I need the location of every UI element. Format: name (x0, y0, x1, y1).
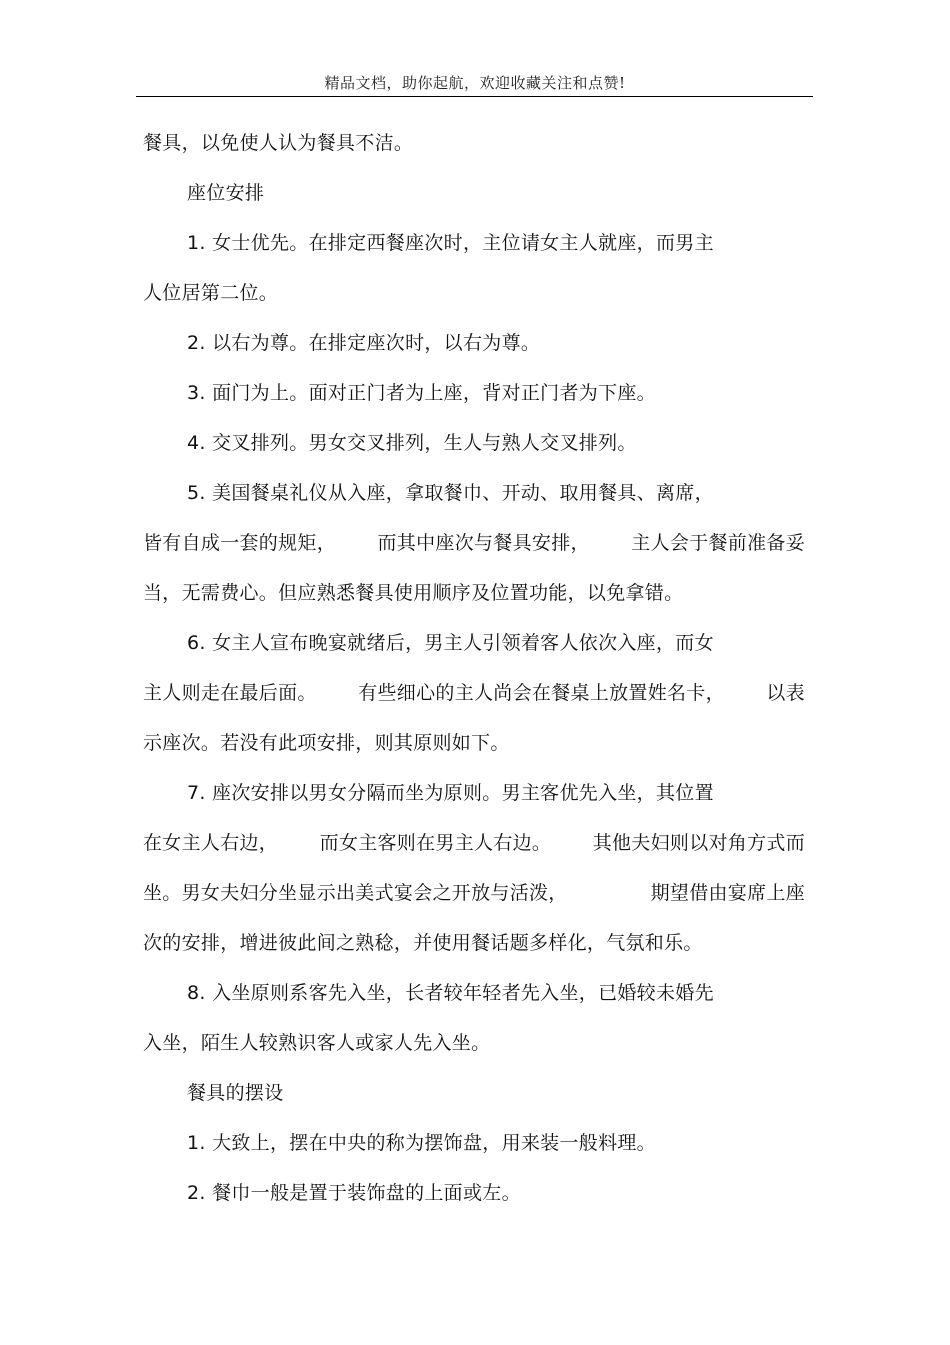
header-divider (136, 96, 813, 97)
body-line: 2. 以右为尊。在排定座次时，以右为尊。 (187, 332, 541, 354)
body-line: 当，无需费心。但应熟悉餐具使用顺序及位置功能，以免拿错。 (143, 582, 684, 604)
body-line (143, 831, 805, 855)
body-line: 示座次。若没有此项安排，则其原则如下。 (143, 732, 510, 754)
body-line: 4. 交叉排列。男女交叉排列，生人与熟人交叉排列。 (187, 432, 637, 454)
body-line: 次的安排，增进彼此间之熟稔，并使用餐话题多样化，气氛和乐。 (143, 932, 703, 954)
text-segment: 其他夫妇则以对角方式而 (592, 832, 805, 854)
text-segment: 主人会于餐前准备妥 (631, 532, 805, 554)
body-line: 餐具，以免使人认为餐具不洁。 (143, 132, 414, 154)
text-segment: 坐。男女夫妇分坐显示出美式宴会之开放与活泼， (143, 882, 568, 904)
body-line: 入坐，陌生人较熟识客人或家人先入坐。 (143, 1032, 491, 1054)
text-segment: 以表 (766, 682, 805, 704)
body-line: 1. 大致上，摆在中央的称为摆饰盘，用来装一般料理。 (187, 1132, 656, 1154)
section-heading-tableware: 餐具的摆设 (187, 1082, 284, 1104)
text-segment: 主人则走在最后面。 (143, 682, 317, 704)
body-line (143, 881, 805, 905)
body-line: 人位居第二位。 (143, 282, 279, 304)
text-segment: 而女主客则在男主人右边。 (319, 832, 552, 854)
body-line: 2. 餐巾一般是置于装饰盘的上面或左。 (187, 1182, 521, 1204)
text-segment: 有些细心的主人尚会在餐桌上放置姓名卡， (358, 682, 725, 704)
body-line: 5. 美国餐桌礼仪从入座，拿取餐巾、开动、取用餐具、离席， (187, 482, 714, 504)
text-segment: 在女主人右边， (143, 832, 279, 854)
body-line: 8. 入坐原则系客先入坐，长者较年轻者先入坐，已婚较未婚先 (187, 982, 714, 1004)
body-line: 1. 女士优先。在排定西餐座次时，主位请女主人就座，而男主 (187, 232, 714, 254)
section-heading-seating: 座位安排 (187, 182, 265, 204)
body-line: 7. 座次安排以男女分隔而坐为原则。男主客优先入坐，其位置 (187, 782, 714, 804)
page-header: 精品文档，助你起航，欢迎收藏关注和点赞! (324, 74, 626, 92)
body-line: 3. 面门为上。面对正门者为上座，背对正门者为下座。 (187, 382, 656, 404)
body-line (143, 681, 805, 705)
body-line: 6. 女主人宣布晚宴就绪后，男主人引领着客人依次入座，而女 (187, 632, 714, 654)
text-segment: 而其中座次与餐具安排， (377, 532, 590, 554)
text-segment: 期望借由宴席上座 (650, 882, 805, 904)
body-line (143, 531, 805, 555)
text-segment: 皆有自成一套的规矩， (143, 532, 337, 554)
